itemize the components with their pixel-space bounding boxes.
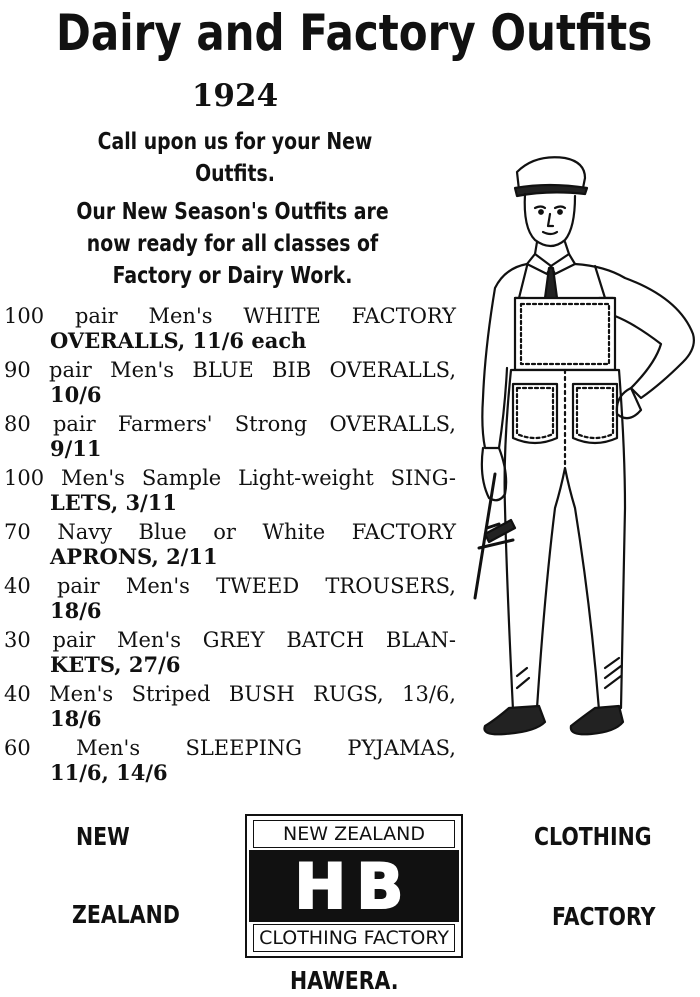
list-item-word: BIB xyxy=(271,358,312,382)
list-item-word: Men's xyxy=(76,736,141,760)
list-item-line2: 10/6 xyxy=(50,382,102,407)
list-item-word: BLAN- xyxy=(385,628,456,652)
list-item-word: Men's xyxy=(125,574,190,598)
list-item-word: pair xyxy=(56,574,100,598)
list-item-word: 13/6, xyxy=(402,682,456,706)
list-item-word: PYJAMAS, xyxy=(347,736,456,760)
list-item-word: Strong xyxy=(234,412,308,436)
list-item-word: Men's xyxy=(49,682,114,706)
list-item-word: TWEED xyxy=(216,574,300,598)
list-item-word: Blue xyxy=(138,520,187,544)
intro-line: Our New Season's Outfits are xyxy=(76,199,389,225)
list-item-word: Men's xyxy=(60,466,125,490)
list-item-word: pair xyxy=(49,358,92,382)
list-item-word: SING- xyxy=(390,466,456,490)
list-item-word: WHITE xyxy=(243,304,321,328)
factory-worker-illustration xyxy=(465,148,700,748)
list-item-word: GREY xyxy=(202,628,265,652)
list-item-word: BLUE xyxy=(192,358,254,382)
logo-letter-panel xyxy=(249,850,459,922)
list-item xyxy=(4,735,456,789)
svg-text:HB: HB xyxy=(294,850,414,920)
list-item-word: Men's xyxy=(148,304,213,328)
product-list xyxy=(4,303,456,789)
intro-line: now ready for all classes of xyxy=(86,231,379,257)
list-item xyxy=(4,465,456,519)
list-item-line2: KETS, 27/6 xyxy=(50,652,181,677)
intro-line: Call upon us for your New xyxy=(97,129,373,155)
list-item-word: FACTORY xyxy=(351,520,456,544)
list-item-word: OVERALLS, xyxy=(329,358,456,382)
headline: Dairy and Factory Outfits xyxy=(56,4,653,62)
list-item-word: pair xyxy=(52,628,96,652)
list-item-word: Striped xyxy=(131,682,211,706)
intro-line: Factory or Dairy Work. xyxy=(112,263,353,289)
list-item xyxy=(4,411,456,465)
list-item-line2: 11/6, 14/6 xyxy=(50,760,168,785)
list-item-word: TROUSERS, xyxy=(325,574,456,598)
intro-line: Outfits. xyxy=(195,161,275,187)
list-item-line1 xyxy=(4,357,456,383)
list-item-word: Men's xyxy=(110,358,175,382)
list-item-word: 100 xyxy=(4,304,45,328)
list-item-word: FACTORY xyxy=(351,304,456,328)
list-item-word: Light-weight xyxy=(238,466,374,490)
logo-bottom-text: CLOTHING FACTORY xyxy=(253,924,455,952)
list-item xyxy=(4,357,456,411)
list-item-line2: 18/6 xyxy=(50,706,102,731)
list-item-word: White xyxy=(262,520,326,544)
year: 1924 xyxy=(191,78,279,114)
hb-logo xyxy=(245,814,463,958)
list-item-line2: 18/6 xyxy=(50,598,102,623)
list-item-line1 xyxy=(4,573,456,599)
list-item-line1 xyxy=(4,411,456,437)
footer-hawera: HAWERA. xyxy=(290,966,399,995)
list-item-line2: OVERALLS, 11/6 each xyxy=(50,328,307,353)
list-item-word: 40 xyxy=(4,682,31,706)
footer-new: NEW xyxy=(76,822,130,851)
list-item-line2: 9/11 xyxy=(50,436,102,461)
list-item xyxy=(4,573,456,627)
list-item-word: pair xyxy=(74,304,118,328)
list-item-word: or xyxy=(213,520,236,544)
hb-letters-icon xyxy=(249,850,459,920)
list-item-word: 80 xyxy=(4,412,31,436)
list-item-word: OVERALLS, xyxy=(329,412,456,436)
list-item-word: 100 xyxy=(4,466,45,490)
list-item-word: BUSH xyxy=(228,682,295,706)
footer-clothing: CLOTHING xyxy=(534,822,652,851)
list-item xyxy=(4,627,456,681)
list-item-line1 xyxy=(4,627,456,653)
list-item-line2: LETS, 3/11 xyxy=(50,490,177,515)
intro-new-season xyxy=(50,196,415,292)
intro-call-upon-us xyxy=(67,126,403,190)
list-item-word: BATCH xyxy=(286,628,365,652)
list-item-line2: APRONS, 2/11 xyxy=(50,544,218,569)
list-item-word: pair xyxy=(52,412,96,436)
list-item xyxy=(4,519,456,573)
list-item-word: Sample xyxy=(141,466,222,490)
list-item-word: Navy xyxy=(57,520,112,544)
list-item-word: 60 xyxy=(4,736,31,760)
list-item-word: 90 xyxy=(4,358,31,382)
list-item xyxy=(4,681,456,735)
list-item-word: Farmers' xyxy=(117,412,213,436)
list-item-word: 70 xyxy=(4,520,31,544)
list-item-line1 xyxy=(4,681,456,707)
list-item-line1 xyxy=(4,735,456,761)
list-item xyxy=(4,303,456,357)
logo-top-text: NEW ZEALAND xyxy=(253,820,455,848)
list-item-line1 xyxy=(4,465,456,491)
list-item-word: 30 xyxy=(4,628,31,652)
footer-factory: FACTORY xyxy=(552,902,656,931)
footer-zealand: ZEALAND xyxy=(72,900,180,929)
list-item-word: SLEEPING xyxy=(185,736,303,760)
list-item-word: Men's xyxy=(116,628,181,652)
list-item-line1 xyxy=(4,519,456,545)
list-item-line1 xyxy=(4,303,456,329)
list-item-word: RUGS, xyxy=(313,682,384,706)
list-item-word: 40 xyxy=(4,574,31,598)
